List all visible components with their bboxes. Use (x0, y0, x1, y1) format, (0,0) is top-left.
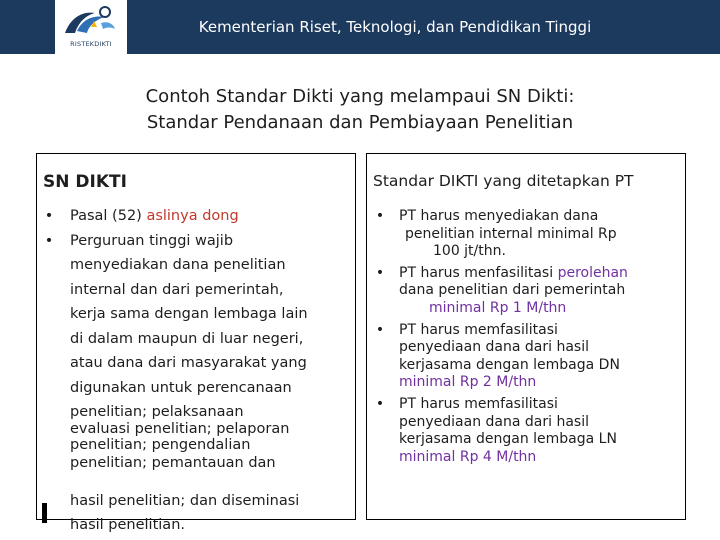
list-item-line: menyediakan dana penelitian (70, 257, 286, 273)
list-item (37, 229, 353, 425)
logo-text: RISTEKDIKTI (70, 40, 112, 48)
list-item-text: PT harus menfasilitasi (399, 264, 558, 281)
pasal-label: Pasal (52) (70, 208, 147, 224)
bullet-icon: • (44, 208, 54, 224)
list-item-line: PT harus memfasilitasi (399, 395, 558, 412)
overlapping-text-line: penelitian; pengendalian (70, 437, 251, 453)
sn-dikti-list (37, 204, 353, 425)
slide-title-line-1: Contoh Standar Dikti yang melampaui SN Dikti: (145, 86, 575, 107)
sn-dikti-heading: SN DIKTI (43, 172, 127, 192)
text-cursor-icon (42, 503, 47, 523)
list-item-line: kerja sama dengan lembaga lain (70, 306, 308, 322)
list-item-line: atau dana dari masyarakat yang (70, 355, 307, 371)
bullet-icon: • (44, 232, 54, 249)
pasal-accent: aslinya dong (146, 208, 239, 224)
list-item-line: di dalam maupun di luar negeri, (70, 330, 304, 347)
list-item-line: penyediaan dana dari hasil (399, 339, 589, 356)
ristekdikti-logo-icon (61, 3, 121, 39)
list-item-line: hasil penelitian. (70, 517, 185, 533)
list-item-accent: minimal Rp 1 M/thn (429, 299, 567, 316)
list-item-line: penelitian; pemantauan dan (70, 455, 276, 471)
standar-pt-heading: Standar DIKTI yang ditetapkan PT (373, 172, 634, 190)
list-item-line (70, 204, 353, 229)
logo (55, 0, 127, 54)
bullet-icon: • (375, 208, 385, 224)
bullet-icon: • (375, 264, 385, 281)
overlapping-text-line: evaluasi penelitian; pelaporan (70, 421, 290, 437)
bullet-icon: • (375, 321, 385, 338)
header-bar (0, 0, 720, 54)
list-item (367, 396, 683, 466)
list-item-line: dana penelitian dari pemerintah (399, 282, 626, 299)
list-item-line: penelitian; pelaksanaan (70, 404, 244, 420)
list-item-line (399, 265, 683, 283)
bullet-icon: • (375, 395, 385, 412)
header-title: Kementerian Riset, Teknologi, dan Pendidikan Tinggi (198, 18, 592, 36)
sn-dikti-panel (36, 153, 356, 533)
list-item-accent: perolehan (557, 264, 628, 281)
list-item-line: Perguruan tinggi wajib (70, 232, 234, 249)
list-item (367, 265, 683, 318)
list-item (367, 208, 683, 261)
standar-pt-list (367, 208, 683, 470)
list-item-accent: minimal Rp 2 M/thn (399, 374, 537, 391)
list-item-line: kerjasama dengan lembaga LN (399, 431, 617, 448)
list-item-line: internal dan dari pemerintah, (70, 281, 284, 298)
sn-dikti-tail (70, 489, 299, 537)
list-item-line: PT harus menyediakan dana (399, 208, 599, 224)
list-item-line: digunakan untuk perencanaan (70, 379, 292, 396)
slide-title-line-2: Standar Pendanaan dan Pembiayaan Penelitian (146, 112, 574, 133)
list-item-line: hasil penelitian; dan diseminasi (70, 493, 300, 509)
list-item-line: kerjasama dengan lembaga DN (399, 356, 620, 373)
list-item (37, 204, 353, 229)
list-item-line: PT harus memfasilitasi (399, 321, 558, 338)
list-item-line: penelitian internal minimal Rp (405, 225, 617, 242)
list-item-line: 100 jt/thn. (433, 243, 506, 260)
list-item (367, 322, 683, 392)
standar-pt-panel (366, 153, 686, 520)
list-item-line: penyediaan dana dari hasil (399, 413, 589, 430)
slide-title (0, 84, 720, 136)
list-item-accent: minimal Rp 4 M/thn (399, 448, 537, 465)
